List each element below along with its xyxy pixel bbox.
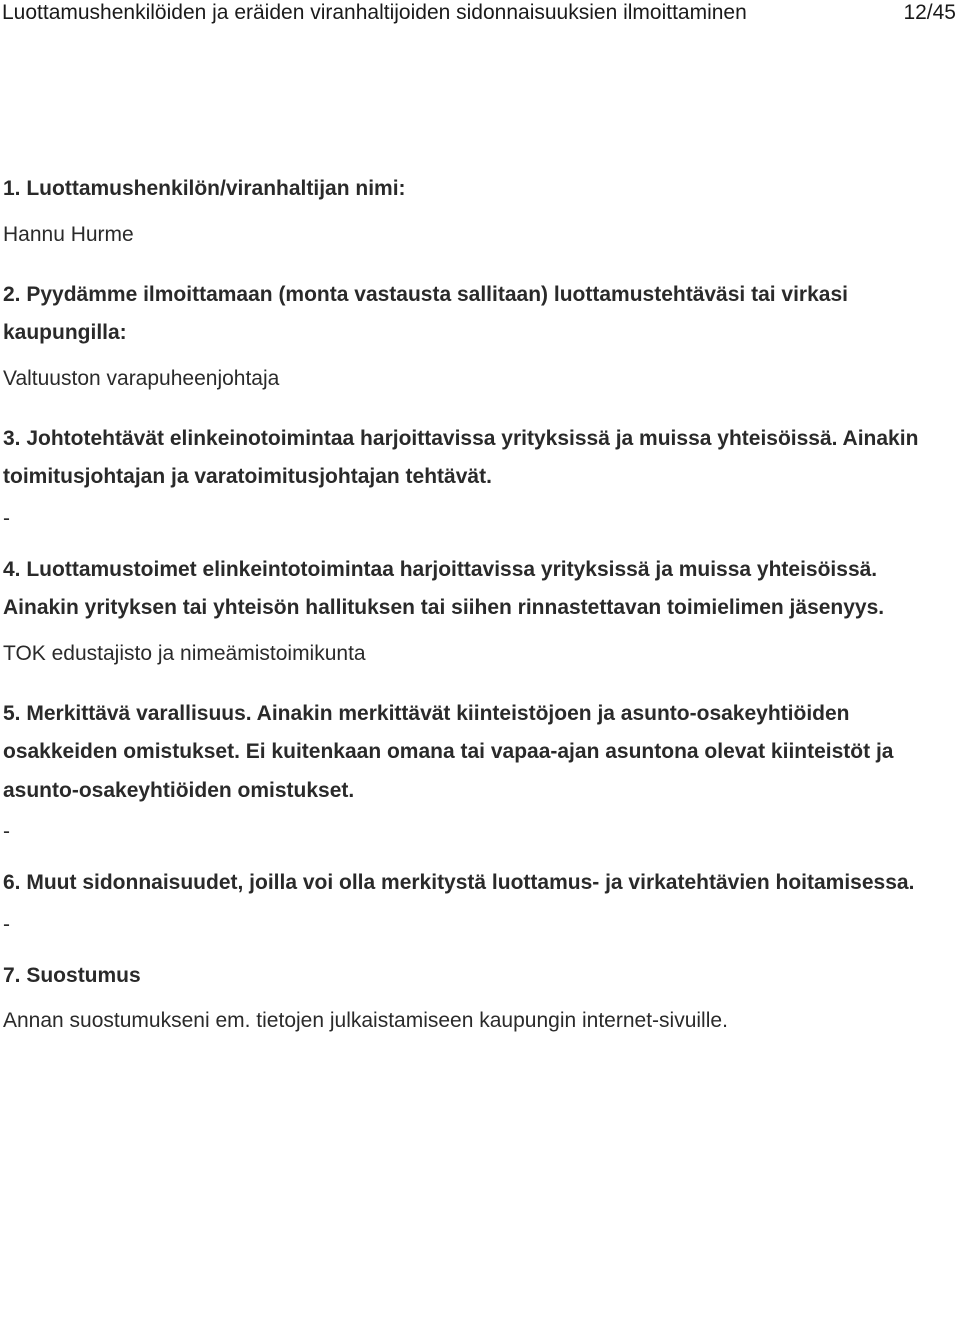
form-content	[3, 170, 953, 1035]
question-7: 7. Suostumus	[3, 963, 141, 987]
page-header	[0, 0, 960, 30]
answer-7: Annan suostumukseni em. tietojen julkaistamiseen kaupungin internet-sivuille.	[3, 1009, 728, 1032]
answer-5: -	[3, 820, 10, 843]
answer-6: -	[3, 912, 10, 936]
document-title: Luottamushenkilöiden ja eräiden viranhaltijoiden sidonnaisuuksien ilmoittaminen	[2, 1, 747, 24]
question-1: 1. Luottamushenkilön/viranhaltijan nimi:	[3, 177, 406, 200]
page-number: 12/45	[903, 1, 956, 24]
question-4: 4. Luottamustoimet elinkeintotoimintaa harjoittavissa yrityksissä ja muissa yhteisöissä. Ainakin yrityksen tai yhteisön hallituksen tai siihen rinnastettavan toimielimen jäsenyys.	[3, 557, 885, 619]
question-2: 2. Pyydämme ilmoittamaan (monta vastausta sallitaan) luottamustehtäväsi tai virkasi kaupungilla:	[3, 282, 848, 344]
question-5: 5. Merkittävä varallisuus. Ainakin merkittävät kiinteistöjoen ja asunto-osakeyhtiöiden osakkeiden omistukset. Ei kuitenkaan omana tai vapaa-ajan asuntona olevat kiinteistöt ja asunto-osakeyhtiöiden omistukset.	[3, 701, 894, 802]
answer-1: Hannu Hurme	[3, 222, 134, 246]
answer-2: Valtuuston varapuheenjohtaja	[3, 366, 280, 390]
answer-4: TOK edustajisto ja nimeämistoimikunta	[3, 641, 366, 665]
question-6: 6. Muut sidonnaisuudet, joilla voi olla merkitystä luottamus- ja virkatehtävien hoitamisessa.	[3, 871, 915, 894]
question-3: 3. Johtotehtävät elinkeinotoimintaa harjoittavissa yrityksissä ja muissa yhteisöissä. Ainakin toimitusjohtajan ja varatoimitusjohtajan tehtävät.	[3, 426, 919, 488]
answer-3: -	[3, 506, 10, 530]
